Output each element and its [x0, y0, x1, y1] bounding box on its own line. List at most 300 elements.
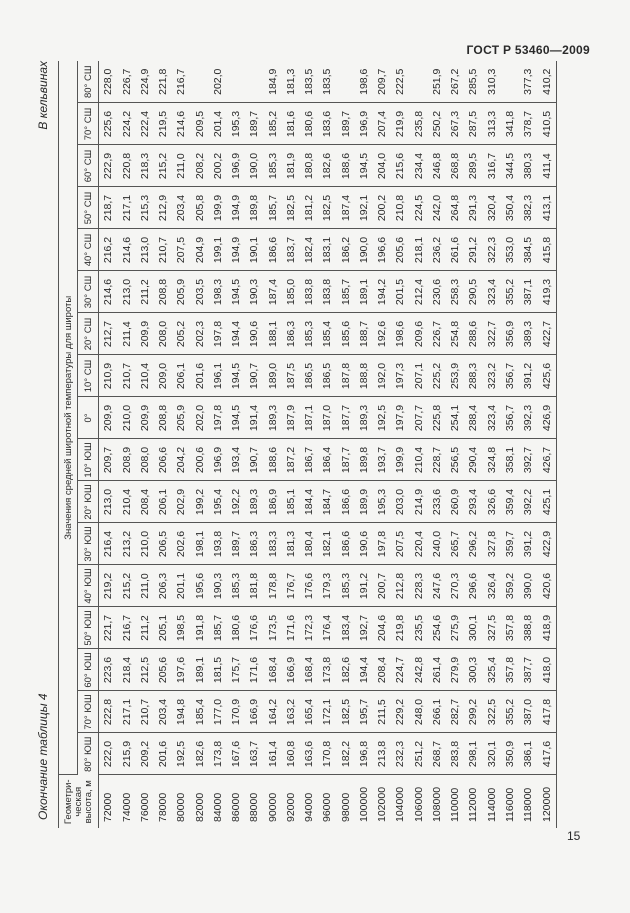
latitude-header: 30° ЮШ: [78, 523, 99, 565]
temperature-cell: 219,2: [99, 565, 118, 607]
temperature-cell: 425,1: [537, 481, 556, 523]
temperature-cell: 177,0: [209, 691, 227, 733]
table-row: [355, 61, 373, 828]
temperature-cell: 236,2: [428, 229, 446, 271]
temperature-cell: 233,6: [428, 481, 446, 523]
temperature-cell: 201,4: [209, 103, 227, 145]
temperature-cell: 210,4: [136, 355, 154, 397]
temperature-cell: 189,0: [264, 355, 282, 397]
temperature-cell: 187,5: [282, 355, 300, 397]
temperature-cell: 214,6: [172, 103, 190, 145]
temperature-cell: 228,7: [428, 439, 446, 481]
temperature-cell: 188,1: [264, 313, 282, 355]
temperature-cell: 204,9: [191, 229, 209, 271]
units-caption: В кельвинах: [36, 61, 50, 130]
altitude-cell: 104000: [394, 786, 407, 822]
temperature-cell: 378,7: [519, 103, 537, 145]
temperature-cell: 300,1: [464, 607, 482, 649]
temperature-cell: 417,6: [537, 733, 556, 775]
temperature-cell: 212,7: [99, 313, 118, 355]
temperature-cell: 390,0: [519, 565, 537, 607]
temperature-cell: 392,2: [519, 481, 537, 523]
temperature-cell: 188,8: [355, 355, 373, 397]
temperature-cell: 203,4: [154, 691, 172, 733]
temperature-cell: 182,5: [337, 691, 355, 733]
temperature-cell: 298,1: [464, 733, 482, 775]
temperature-cell: 197,8: [373, 523, 391, 565]
temperature-cell: 225,8: [428, 397, 446, 439]
temperature-cell: 322,7: [483, 313, 501, 355]
temperature-cell: 287,5: [464, 103, 482, 145]
temperature-cell: 179,3: [318, 565, 336, 607]
temperature-cell: 426,9: [537, 397, 556, 439]
table-row: [537, 61, 556, 828]
temperature-cell: 167,6: [227, 733, 245, 775]
temperature-cell: 291,2: [464, 229, 482, 271]
table-row: [428, 61, 446, 828]
temperature-cell: 222,4: [136, 103, 154, 145]
temperature-cell: 387,0: [519, 691, 537, 733]
temperature-cell: 216,2: [99, 229, 118, 271]
temperature-cell: 313,3: [483, 103, 501, 145]
temperature-cell: 216,4: [99, 523, 118, 565]
temperature-cell: 198,6: [355, 61, 373, 103]
temperature-cell: 210,7: [154, 229, 172, 271]
temperature-cell: 173,8: [209, 733, 227, 775]
latitude-header: 70° ЮШ: [78, 691, 99, 733]
temperature-cell: 170,9: [227, 691, 245, 733]
temperature-cell: 289,5: [464, 145, 482, 187]
temperature-cell: 210,4: [118, 481, 136, 523]
temperature-cell: 208,8: [154, 271, 172, 313]
temperature-cell: 210,7: [136, 691, 154, 733]
temperature-cell: 290,4: [464, 439, 482, 481]
temperature-cell: 219,5: [154, 103, 172, 145]
temperature-cell: 176,6: [245, 607, 263, 649]
temperature-cell: 190,1: [245, 229, 263, 271]
altitude-cell: 80000: [175, 792, 188, 822]
temperature-cell: 388,8: [519, 607, 537, 649]
temperature-cell: 202,0: [191, 397, 209, 439]
temperature-cell: 181,6: [282, 103, 300, 145]
temperature-cell: 185,3: [264, 145, 282, 187]
temperature-cell: 213,0: [99, 481, 118, 523]
temperature-cell: 185,7: [337, 271, 355, 313]
temperature-cell: 207,4: [373, 103, 391, 145]
table-row: [154, 61, 172, 828]
temperature-cell: 288,6: [464, 313, 482, 355]
temperature-cell: 185,1: [282, 481, 300, 523]
temperature-cell: 185,6: [337, 313, 355, 355]
temperature-cell: 178,8: [264, 565, 282, 607]
altitude-cell: 82000: [193, 792, 206, 822]
temperature-cell: 163,7: [245, 733, 263, 775]
temperature-cell: 185,4: [191, 691, 209, 733]
temperature-cell: 419,3: [537, 271, 556, 313]
temperature-cell: 203,0: [391, 481, 409, 523]
temperature-cell: 202,6: [172, 523, 190, 565]
temperature-cell: 182,6: [318, 145, 336, 187]
temperature-cell: 191,2: [355, 565, 373, 607]
temperature-cell: [245, 61, 263, 103]
temperature-cell: 186,6: [337, 523, 355, 565]
temperature-cell: 341,8: [501, 103, 519, 145]
temperature-cell: 195,3: [373, 481, 391, 523]
temperature-cell: 250,2: [428, 103, 446, 145]
temperature-cell: 170,8: [318, 733, 336, 775]
table-caption: Окончание таблицы 4: [36, 693, 50, 820]
temperature-cell: 186,6: [264, 229, 282, 271]
temperature-cell: 163,2: [282, 691, 300, 733]
temperature-cell: 218,3: [136, 145, 154, 187]
temperature-cell: 325,4: [483, 649, 501, 691]
temperature-cell: 353,0: [501, 229, 519, 271]
temperature-cell: 320,4: [483, 187, 501, 229]
temperature-cell: 186,3: [245, 523, 263, 565]
temperature-cell: 161,4: [264, 733, 282, 775]
altitude-cell: 106000: [412, 786, 425, 822]
temperature-cell: 209,5: [191, 103, 209, 145]
temperature-cell: 196,1: [209, 355, 227, 397]
temperature-cell: 213,8: [373, 733, 391, 775]
temperature-cell: 189,7: [337, 103, 355, 145]
temperature-cell: 214,9: [410, 481, 428, 523]
temperature-cell: 180,6: [300, 103, 318, 145]
temperature-cell: 310,3: [483, 61, 501, 103]
temperature-cell: 327,8: [483, 523, 501, 565]
temperature-cell: 215,2: [154, 145, 172, 187]
temperature-cell: 183,3: [264, 523, 282, 565]
temperature-cell: 210,8: [391, 187, 409, 229]
temperature-cell: 426,7: [537, 439, 556, 481]
temperature-cell: 186,4: [318, 439, 336, 481]
temperature-cell: 201,6: [154, 733, 172, 775]
temperature-cell: 192,5: [373, 397, 391, 439]
temperature-cell: 356,7: [501, 397, 519, 439]
temperature-cell: 182,6: [191, 733, 209, 775]
temperature-cell: 323,4: [483, 397, 501, 439]
temperature-cell: 189,1: [191, 649, 209, 691]
temperature-cell: 235,8: [410, 103, 428, 145]
temperature-cell: 223,6: [99, 649, 118, 691]
temperature-cell: 199,2: [191, 481, 209, 523]
temperature-cell: 187,8: [337, 355, 355, 397]
temperature-cell: 213,2: [118, 523, 136, 565]
temperature-cell: 199,1: [209, 229, 227, 271]
temperature-cell: 218,4: [118, 649, 136, 691]
altitude-cell: 110000: [449, 787, 462, 822]
temperature-cell: 186,5: [300, 355, 318, 397]
temperature-cell: 182,6: [337, 649, 355, 691]
temperature-cell: 184,4: [300, 481, 318, 523]
temperature-cell: 189,3: [264, 397, 282, 439]
temperature-cell: 300,3: [464, 649, 482, 691]
temperature-cell: 206,3: [154, 565, 172, 607]
altitude-cell: 102000: [376, 786, 389, 822]
temperature-cell: 180,4: [300, 523, 318, 565]
temperature-cell: 384,5: [519, 229, 537, 271]
temperature-cell: 189,8: [355, 439, 373, 481]
temperature-cell: 350,4: [501, 187, 519, 229]
temperature-cell: 191,4: [245, 397, 263, 439]
table-row: [136, 61, 154, 828]
temperature-cell: 181,2: [300, 187, 318, 229]
temperature-cell: 220,4: [410, 523, 428, 565]
temperature-cell: 234,4: [410, 145, 428, 187]
temperature-cell: 185,7: [209, 607, 227, 649]
temperature-cell: 190,6: [245, 313, 263, 355]
altitude-cell: 90000: [266, 792, 279, 822]
temperature-cell: 418,9: [537, 607, 556, 649]
temperature-cell: 208,4: [136, 481, 154, 523]
altitude-cell: 98000: [339, 792, 352, 822]
temperature-cell: 190,3: [209, 565, 227, 607]
temperature-cell: 224,9: [136, 61, 154, 103]
latitude-header: 80° СШ: [78, 61, 99, 103]
temperature-cell: 196,8: [355, 733, 373, 775]
temperature-cell: 344,5: [501, 145, 519, 187]
temperature-cell: 387,7: [519, 649, 537, 691]
temperature-cell: 355,2: [501, 691, 519, 733]
table-row: [282, 61, 300, 828]
temperature-cell: 209,6: [410, 313, 428, 355]
temperature-cell: 192,7: [355, 607, 373, 649]
temperature-cell: 198,3: [209, 271, 227, 313]
temperature-cell: 186,6: [337, 481, 355, 523]
temperature-cell: 251,2: [410, 733, 428, 775]
temperature-cell: 246,8: [428, 145, 446, 187]
temperature-cell: 209,7: [373, 61, 391, 103]
temperature-cell: 182,2: [337, 733, 355, 775]
temperature-cell: 187,1: [300, 397, 318, 439]
altitude-cell: 100000: [357, 786, 370, 822]
temperature-cell: 228,3: [410, 565, 428, 607]
temperature-cell: 212,9: [154, 187, 172, 229]
temperature-cell: 206,6: [154, 439, 172, 481]
temperature-cell: 199,9: [209, 187, 227, 229]
temperature-cell: 207,7: [410, 397, 428, 439]
table-row: [464, 61, 482, 828]
temperature-cell: 190,7: [245, 439, 263, 481]
temperature-cell: 190,0: [355, 229, 373, 271]
temperature-cell: 198,6: [391, 313, 409, 355]
latitude-header: 30° СШ: [78, 271, 99, 313]
temperature-cell: 180,8: [300, 145, 318, 187]
temperature-cell: 291,3: [464, 187, 482, 229]
table-row: [410, 61, 428, 828]
temperature-cell: 212,4: [410, 271, 428, 313]
altitude-cell: 88000: [248, 792, 261, 822]
temperature-cell: 296,2: [464, 523, 482, 565]
temperature-cell: 208,0: [154, 313, 172, 355]
temperature-cell: 185,7: [264, 187, 282, 229]
temperature-cell: 194,5: [355, 145, 373, 187]
temperature-cell: 326,4: [483, 565, 501, 607]
temperature-cell: 211,5: [373, 691, 391, 733]
temperature-cell: 183,1: [318, 229, 336, 271]
temperature-cell: 422,9: [537, 523, 556, 565]
temperature-cell: 206,1: [154, 481, 172, 523]
temperature-cell: 254,8: [446, 313, 464, 355]
temperature-cell: 200,2: [373, 187, 391, 229]
temperature-cell: 267,2: [446, 61, 464, 103]
table-row: [245, 61, 263, 828]
temperature-cell: 288,4: [464, 397, 482, 439]
temperature-cell: 187,4: [337, 187, 355, 229]
temperature-cell: 191,8: [191, 607, 209, 649]
temperature-cell: 205,6: [391, 229, 409, 271]
altitude-cell: 74000: [120, 792, 133, 822]
temperature-cell: 193,8: [209, 523, 227, 565]
latitude-header: 20° СШ: [78, 313, 99, 355]
temperature-cell: 296,6: [464, 565, 482, 607]
temperature-cell: 201,6: [191, 355, 209, 397]
temperature-cell: 195,4: [209, 481, 227, 523]
temperature-cell: 188,7: [355, 313, 373, 355]
temperature-cell: 357,8: [501, 607, 519, 649]
temperature-cell: 264,8: [446, 187, 464, 229]
latitude-header: 40° СШ: [78, 229, 99, 271]
temperature-cell: 209,9: [99, 397, 118, 439]
temperature-cell: 166,9: [282, 649, 300, 691]
temperature-cell: 326,6: [483, 481, 501, 523]
temperature-cell: 205,9: [172, 271, 190, 313]
temperature-cell: 216,7: [172, 61, 190, 103]
temperature-cell: 206,1: [172, 355, 190, 397]
temperature-cell: 181,8: [245, 565, 263, 607]
temperature-cell: 215,9: [118, 733, 136, 775]
temperature-cell: 194,9: [227, 187, 245, 229]
temperature-cell: 181,3: [282, 523, 300, 565]
altitude-header: Геометри-ческая высота, м: [59, 775, 99, 828]
temperature-cell: 187,0: [318, 397, 336, 439]
rotated-table-area: [36, 61, 557, 828]
altitude-cell: 92000: [284, 792, 297, 822]
temperature-cell: 197,3: [391, 355, 409, 397]
temperature-cell: 410,5: [537, 103, 556, 145]
temperature-cell: 210,0: [136, 523, 154, 565]
page-number: 15: [567, 829, 581, 843]
temperature-cell: 226,7: [428, 313, 446, 355]
temperature-cell: 283,8: [446, 733, 464, 775]
temperature-cell: 389,3: [519, 313, 537, 355]
temperature-cell: 290,5: [464, 271, 482, 313]
temperature-cell: 355,2: [501, 271, 519, 313]
temperature-cell: 213,0: [118, 271, 136, 313]
table-row: [373, 61, 391, 828]
temperature-cell: 422,7: [537, 313, 556, 355]
temperature-cell: 205,6: [154, 649, 172, 691]
latitude-header: 70° СШ: [78, 103, 99, 145]
temperature-cell: 216,7: [118, 607, 136, 649]
temperature-cell: 242,8: [410, 649, 428, 691]
latitude-header: 80° ЮШ: [78, 733, 99, 775]
temperature-cell: 187,2: [282, 439, 300, 481]
temperature-cell: 183,5: [300, 61, 318, 103]
temperature-cell: 222,8: [99, 691, 118, 733]
temperature-cell: 210,4: [410, 439, 428, 481]
temperature-cell: 168,4: [264, 649, 282, 691]
temperature-cell: [227, 61, 245, 103]
temperature-cell: 196,6: [373, 229, 391, 271]
temperature-cell: 411,4: [537, 145, 556, 187]
temperature-cell: 377,3: [519, 61, 537, 103]
temperature-cell: 197,9: [391, 397, 409, 439]
temperature-cell: 251,9: [428, 61, 446, 103]
temperature-cell: 180,6: [227, 607, 245, 649]
temperature-cell: 183,5: [318, 61, 336, 103]
temperature-cell: 207,1: [410, 355, 428, 397]
latitude-header: 0°: [78, 397, 99, 439]
temperature-cell: 211,0: [172, 145, 190, 187]
temperature-cell: 201,1: [172, 565, 190, 607]
temperature-cell: 200,7: [373, 565, 391, 607]
temperature-cell: 209,9: [136, 313, 154, 355]
temperature-cell: 211,2: [136, 607, 154, 649]
temperature-cell: 196,9: [227, 145, 245, 187]
temperature-cell: 160,8: [282, 733, 300, 775]
temperature-cell: 226,7: [118, 61, 136, 103]
table-row: [318, 61, 336, 828]
temperature-cell: 410,2: [537, 61, 556, 103]
temperature-cell: 316,7: [483, 145, 501, 187]
altitude-cell: 76000: [138, 792, 151, 822]
temperature-cell: 194,9: [227, 229, 245, 271]
temperature-cell: 261,4: [428, 649, 446, 691]
temperature-cell: 186,2: [337, 229, 355, 271]
temperature-cell: 230,6: [428, 271, 446, 313]
temperature-cell: 420,6: [537, 565, 556, 607]
temperature-cell: 207,5: [172, 229, 190, 271]
temperature-cell: 181,5: [209, 649, 227, 691]
table-row: [118, 61, 136, 828]
temperature-cell: 382,3: [519, 187, 537, 229]
latitude-header: 50° СШ: [78, 187, 99, 229]
table-row: [501, 61, 519, 828]
table-row: [300, 61, 318, 828]
table-row: [209, 61, 227, 828]
latitude-group-header: Значения средней широтной температуры для широты: [59, 61, 78, 775]
temperature-cell: 193,7: [373, 439, 391, 481]
temperature-cell: 224,5: [410, 187, 428, 229]
temperature-cell: 213,0: [136, 229, 154, 271]
temperature-cell: 386,1: [519, 733, 537, 775]
temperature-cell: 196,9: [355, 103, 373, 145]
temperature-cell: 418,0: [537, 649, 556, 691]
temperature-cell: 219,9: [391, 103, 409, 145]
temperature-cell: 209,0: [154, 355, 172, 397]
temperature-cell: 240,0: [428, 523, 446, 565]
table-row: [337, 61, 355, 828]
altitude-cell: 96000: [321, 792, 334, 822]
temperature-cell: 186,7: [300, 439, 318, 481]
temperature-cell: 358,1: [501, 439, 519, 481]
temperature-cell: 200,6: [191, 439, 209, 481]
temperature-cell: 171,6: [245, 649, 263, 691]
temperature-cell: 202,0: [209, 61, 227, 103]
temperature-cell: 268,7: [428, 733, 446, 775]
temperature-cell: 221,7: [99, 607, 118, 649]
temperature-cell: 322,5: [483, 691, 501, 733]
temperature-cell: 279,9: [446, 649, 464, 691]
temperature-cell: 207,5: [391, 523, 409, 565]
temperature-cell: 425,6: [537, 355, 556, 397]
temperature-cell: 195,6: [191, 565, 209, 607]
temperature-cell: [410, 61, 428, 103]
temperature-cell: 183,8: [300, 271, 318, 313]
table-row: [227, 61, 245, 828]
temperature-cell: 203,4: [172, 187, 190, 229]
